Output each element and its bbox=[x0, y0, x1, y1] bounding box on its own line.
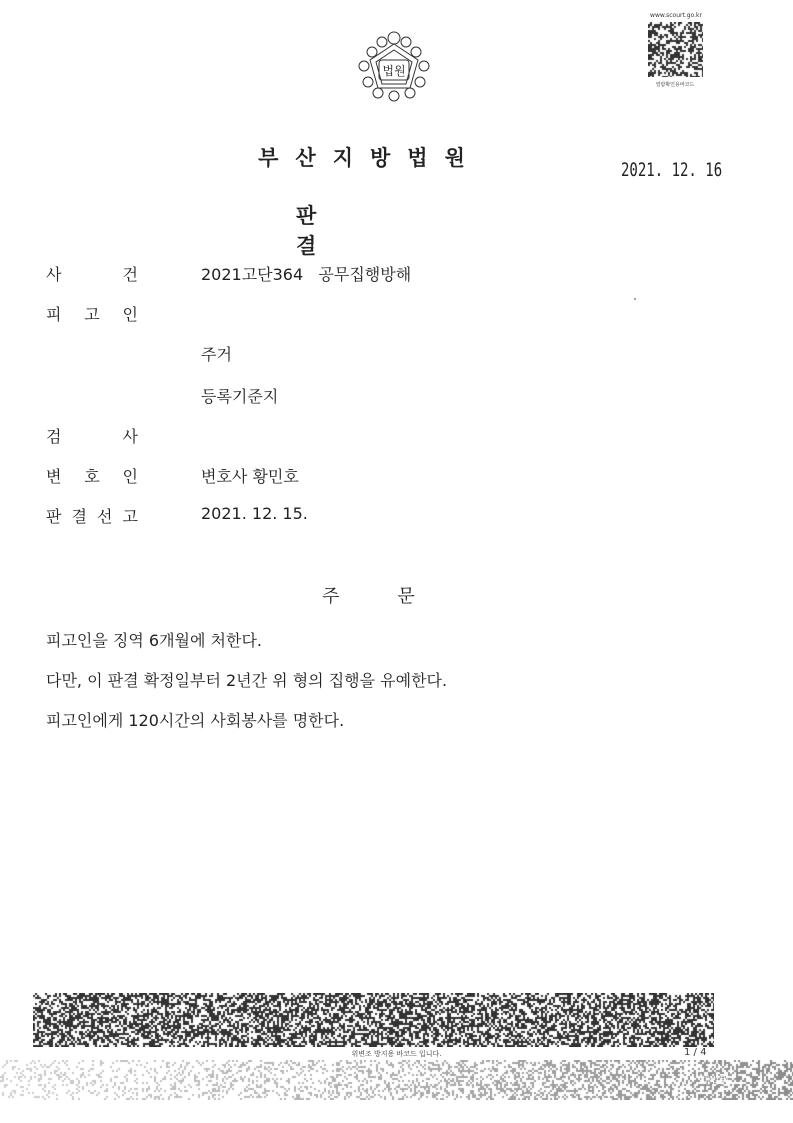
order-line: 피고인에게 120시간의 사회봉사를 명한다. bbox=[46, 711, 345, 730]
case-label-char: 사 bbox=[122, 427, 138, 446]
footer-seal-text: 대법원 bbox=[700, 1076, 729, 1087]
case-value: 등록기준지 bbox=[201, 387, 279, 406]
seal-text: 법원 bbox=[382, 64, 406, 78]
case-label bbox=[46, 302, 138, 325]
case-label-char: 사 bbox=[46, 265, 62, 284]
case-label-char: 검 bbox=[46, 427, 62, 446]
page-number: 1 / 4 bbox=[684, 1047, 707, 1058]
case-label-char: 선 bbox=[97, 507, 113, 526]
qr-code-icon bbox=[648, 22, 703, 77]
stamp-date: 2021. 12. 16 bbox=[621, 160, 723, 182]
barcode-caption: 위변조 방지용 바코드 입니다. bbox=[351, 1050, 442, 1058]
site-url: www.scourt.go.kr bbox=[650, 12, 702, 19]
case-label-char: 피 bbox=[46, 305, 62, 324]
footer-band bbox=[0, 1060, 793, 1100]
case-label bbox=[46, 424, 138, 447]
court-seal-icon bbox=[354, 30, 434, 102]
case-label-char: 결 bbox=[71, 507, 87, 526]
court-name: 부산지방법원 bbox=[258, 146, 482, 170]
anti-forgery-barcode bbox=[33, 993, 714, 1047]
case-label-char: 변 bbox=[46, 467, 62, 486]
case-value: 2021. 12. 15. bbox=[201, 504, 308, 523]
order-line: 피고인을 징역 6개월에 처한다. bbox=[46, 631, 262, 650]
case-value: 2021고단364 공무집행방해 bbox=[201, 265, 412, 284]
case-value: 변호사 황민호 bbox=[201, 467, 299, 486]
order-title: 주문 bbox=[322, 586, 473, 607]
doc-title: 판결 bbox=[296, 204, 397, 258]
case-label bbox=[46, 262, 138, 285]
order-line: 다만, 이 판결 확정일부터 2년간 위 형의 집행을 유예한다. bbox=[46, 671, 448, 690]
scan-speck bbox=[634, 298, 636, 300]
case-value: 주거 bbox=[201, 345, 232, 364]
case-label-char: 인 bbox=[122, 467, 138, 486]
case-label-char: 판 bbox=[46, 507, 62, 526]
case-label-char: 인 bbox=[122, 305, 138, 324]
case-label bbox=[46, 464, 138, 487]
case-label bbox=[46, 504, 138, 527]
case-label-char: 고 bbox=[84, 305, 100, 324]
case-label-char: 호 bbox=[84, 467, 100, 486]
qr-caption: 열람확인용바코드 bbox=[655, 82, 695, 88]
case-label-char: 고 bbox=[122, 507, 138, 526]
case-label-char: 건 bbox=[122, 265, 138, 284]
